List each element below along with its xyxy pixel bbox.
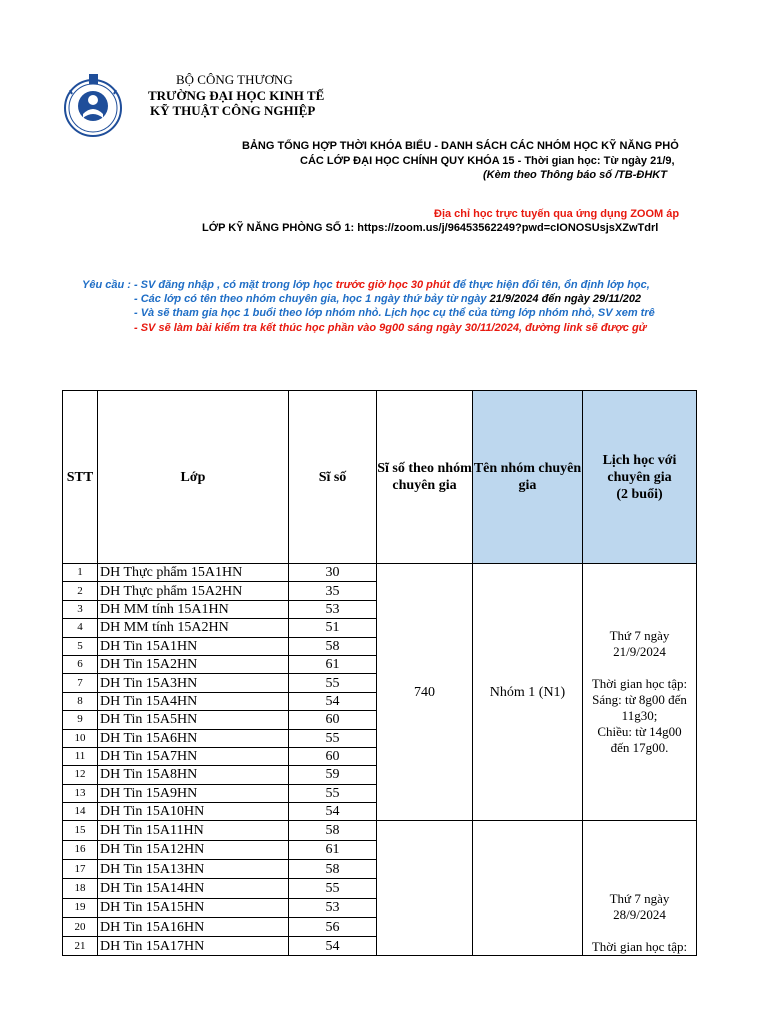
cell-lop: DH Tin 15A1HN [98,637,289,655]
cell-lop: DH MM tính 15A2HN [98,619,289,637]
cell-lop: DH Tin 15A16HN [98,917,289,936]
group1-time-line2: Sáng: từ 8g00 đến [592,692,687,708]
cell-lop: DH Tin 15A11HN [98,821,289,840]
university-name-line1: TRƯỜNG ĐẠI HỌC KINH TẾ [148,88,325,103]
cell-stt: 4 [63,619,98,637]
cell-lop: DH Tin 15A8HN [98,766,289,784]
university-name-line2: KỸ THUẬT CÔNG NGHIỆP [150,103,316,118]
cell-stt: 12 [63,766,98,784]
document-reference: (Kèm theo Thông báo số /TB-ĐHKT [483,169,667,181]
cell-group1-siso-nhom: 740 [377,564,473,821]
university-logo-icon [62,70,124,142]
requirement-1-prefix: Yêu cầu : - SV đăng nhập , có mặt trong lớp học [82,279,336,291]
cell-stt: 17 [63,860,98,879]
requirement-1-highlight: trước giờ học 30 phút [335,279,450,291]
cell-lop: DH Tin 15A5HN [98,711,289,729]
cell-siso: 58 [289,860,377,879]
cell-lop: DH Tin 15A12HN [98,840,289,859]
cell-siso: 58 [289,637,377,655]
cell-siso: 56 [289,917,377,936]
zoom-address-label: Địa chỉ học trực tuyến qua ứng dụng ZOOM áp [434,208,680,220]
cell-stt: 16 [63,840,98,859]
cell-lop: DH Tin 15A2HN [98,655,289,673]
cell-stt: 1 [63,564,98,582]
cell-stt: 3 [63,600,98,618]
requirement-line-2 [134,292,641,306]
cell-lop: DH Thực phẩm 15A1HN [98,564,289,582]
requirement-line-3: - Và sẽ tham gia học 1 buổi theo lớp nhóm nhỏ. Lịch học cụ thể của từng lớp nhóm nhỏ, SV xem trê [134,307,655,319]
cell-lop: DH Tin 15A4HN [98,692,289,710]
cell-stt: 6 [63,655,98,673]
cell-stt: 2 [63,582,98,600]
cell-siso: 35 [289,582,377,600]
table-row [63,821,697,840]
cell-siso: 61 [289,655,377,673]
cell-stt: 18 [63,879,98,898]
cell-lop: DH Tin 15A14HN [98,879,289,898]
header-siso-nhom: Sĩ số theo nhóm chuyên gia [377,391,473,564]
group1-time-line5: đến 17g00. [610,740,669,756]
requirement-2-prefix: - Các lớp có tên theo nhóm chuyên gia, học 1 ngày thứ bảy từ ngày [134,293,490,305]
header-ten-nhom: Tên nhóm chuyên gia [473,391,583,564]
cell-stt: 21 [63,937,98,956]
group1-time-line4: Chiều: từ 14g00 [597,724,682,740]
cell-stt: 20 [63,917,98,936]
requirement-line-1 [82,278,650,292]
cell-stt: 11 [63,747,98,765]
cell-siso: 53 [289,898,377,917]
group1-day-line2: 21/9/2024 [613,644,666,660]
cell-siso: 60 [289,711,377,729]
cell-siso: 54 [289,937,377,956]
cell-group2-siso-nhom [377,821,473,956]
cell-group1-schedule [583,564,697,821]
cell-stt: 10 [63,729,98,747]
header-lich-hoc-line1: Lịch học với [602,452,677,468]
cell-group1-ten-nhom: Nhóm 1 (N1) [473,564,583,821]
cell-lop: DH Tin 15A7HN [98,747,289,765]
cell-stt: 14 [63,803,98,821]
group1-time-line1: Thời gian học tập: [591,676,688,692]
cell-siso: 54 [289,803,377,821]
schedule-table [62,390,697,956]
cell-siso: 55 [289,674,377,692]
zoom-room-link[interactable]: LỚP KỸ NĂNG PHÒNG SỐ 1: https://zoom.us/j/96453562249?pwd=cIONOSUsjsXZwTdrl [202,222,659,234]
cell-siso: 61 [289,840,377,859]
group2-time-line1: Thời gian học tập: [591,939,688,955]
cell-stt: 8 [63,692,98,710]
document-subtitle: CÁC LỚP ĐẠI HỌC CHÍNH QUY KHÓA 15 - Thời gian học: Từ ngày 21/9, [300,155,675,167]
cell-lop: DH Tin 15A13HN [98,860,289,879]
cell-siso: 59 [289,766,377,784]
group1-time-line3: 11g30; [621,708,658,724]
cell-lop: DH Tin 15A6HN [98,729,289,747]
header-lop: Lớp [98,391,289,564]
cell-stt: 9 [63,711,98,729]
cell-siso: 55 [289,784,377,802]
requirement-2-dates: 21/9/2024 đến ngày 29/11/202 [489,293,642,305]
header-lich-hoc [583,391,697,564]
header-siso: Sĩ số [289,391,377,564]
cell-siso: 58 [289,821,377,840]
group2-day-line2: 28/9/2024 [613,907,666,923]
cell-siso: 55 [289,879,377,898]
header-lich-hoc-line2: chuyên gia [607,469,672,485]
requirement-1-suffix: để thực hiện đổi tên, ổn định lớp học, [449,279,650,291]
ministry-name: BỘ CÔNG THƯƠNG [176,72,293,87]
cell-lop: DH Tin 15A10HN [98,803,289,821]
table-header-row [63,391,697,564]
table-row [63,564,697,582]
cell-lop: DH Tin 15A3HN [98,674,289,692]
cell-siso: 55 [289,729,377,747]
cell-lop: DH Tin 15A15HN [98,898,289,917]
cell-lop: DH Tin 15A9HN [98,784,289,802]
cell-siso: 30 [289,564,377,582]
organization-header [130,72,350,118]
cell-siso: 54 [289,692,377,710]
cell-siso: 60 [289,747,377,765]
cell-lop: DH Tin 15A17HN [98,937,289,956]
cell-lop: DH Thực phẩm 15A2HN [98,582,289,600]
cell-stt: 19 [63,898,98,917]
group1-day-line1: Thứ 7 ngày [609,628,670,644]
cell-siso: 53 [289,600,377,618]
group2-day-line1: Thứ 7 ngày [609,891,670,907]
header-stt: STT [63,391,98,564]
table-body [63,564,697,956]
cell-group2-schedule [583,821,697,956]
cell-siso: 51 [289,619,377,637]
cell-stt: 15 [63,821,98,840]
cell-stt: 7 [63,674,98,692]
requirement-line-4: - SV sẽ làm bài kiểm tra kết thúc học phần vào 9g00 sáng ngày 30/11/2024, đường link sẽ được gử [134,322,647,334]
cell-stt: 5 [63,637,98,655]
header-lich-hoc-line3: (2 buổi) [616,486,663,502]
cell-stt: 13 [63,784,98,802]
cell-lop: DH MM tính 15A1HN [98,600,289,618]
document-title: BẢNG TỔNG HỢP THỜI KHÓA BIỂU - DANH SÁCH CÁC NHÓM HỌC KỸ NĂNG PHỎ [242,140,679,152]
cell-group2-ten-nhom [473,821,583,956]
